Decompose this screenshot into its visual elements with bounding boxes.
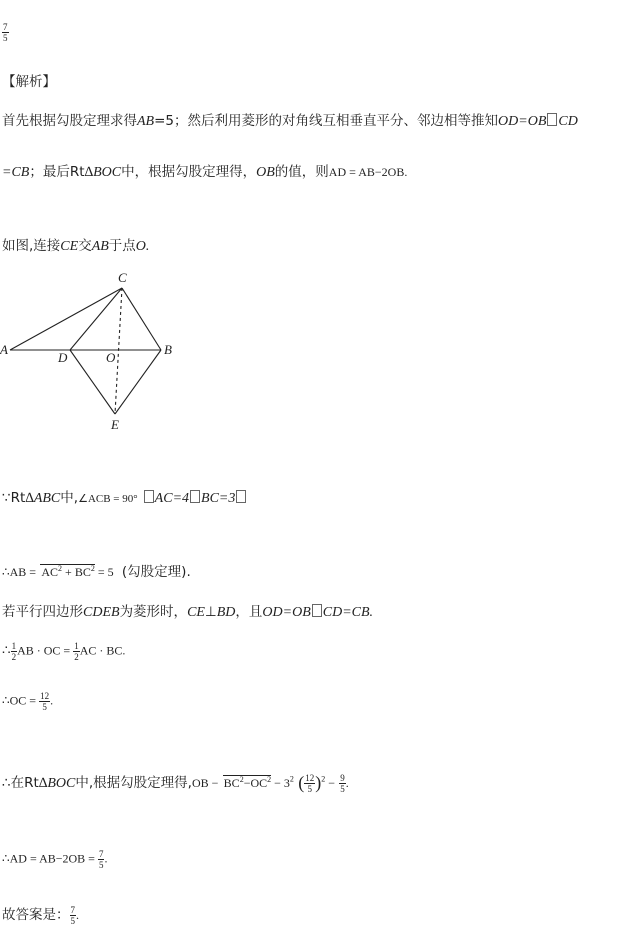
segment-od: OD bbox=[498, 114, 519, 129]
segment-ob: OB bbox=[527, 114, 547, 129]
analysis-text: ；最后Rt bbox=[29, 164, 85, 180]
exponent: 2 bbox=[58, 564, 63, 573]
analysis-line-1 bbox=[2, 109, 578, 130]
formula-ab: ∴AB = bbox=[2, 565, 37, 579]
step-text: 中, bbox=[60, 490, 79, 506]
label-a: A bbox=[0, 342, 8, 357]
note-pythagoras: (勾股定理). bbox=[121, 564, 191, 580]
equals-sign: = bbox=[2, 165, 12, 180]
fraction-denominator: 5 bbox=[70, 915, 75, 926]
value-bc: =3 bbox=[218, 491, 236, 506]
analysis-text: =5；然后利用菱形的对角线互相垂直平分、邻边相等推知 bbox=[154, 113, 499, 129]
area-term: AC · BC. bbox=[79, 643, 126, 658]
top-answer-fraction bbox=[2, 22, 9, 43]
step-1 bbox=[2, 486, 247, 507]
missing-glyph-box bbox=[144, 490, 154, 503]
exponent: 2 bbox=[239, 775, 244, 784]
segment-ab: AB bbox=[137, 114, 155, 129]
answer-label: 故答案是： bbox=[2, 907, 70, 923]
line-ce-dashed bbox=[115, 288, 122, 414]
point-o: O. bbox=[135, 239, 150, 254]
period: . bbox=[104, 851, 108, 866]
left-paren: ( bbox=[298, 772, 305, 793]
fraction-numerator: 1 bbox=[74, 641, 79, 651]
line-be bbox=[115, 350, 161, 414]
segment-bc: BC bbox=[201, 491, 219, 506]
fraction-denominator: 5 bbox=[42, 702, 47, 712]
value-ac: =4 bbox=[172, 491, 190, 506]
connect-line bbox=[2, 234, 149, 255]
fraction-denominator: 5 bbox=[98, 860, 104, 870]
sqrt-expression bbox=[40, 564, 94, 579]
segment-cb: CB bbox=[11, 165, 30, 180]
fraction-denominator: 2 bbox=[74, 652, 79, 662]
term: AC bbox=[41, 565, 59, 579]
segment-ce: CE bbox=[187, 605, 205, 620]
fraction-denominator: 5 bbox=[340, 783, 345, 794]
segment-ac: AC bbox=[154, 491, 173, 506]
analysis-heading: 【解析】 bbox=[2, 74, 56, 90]
exponent: 2 bbox=[267, 775, 272, 784]
segment-ab: AB bbox=[91, 239, 109, 254]
missing-glyph-box bbox=[236, 490, 246, 503]
result: = 5 bbox=[94, 565, 114, 579]
step-text: 中,根据勾股定理得, bbox=[75, 775, 192, 791]
equals-sign: = bbox=[518, 114, 528, 129]
formula-oc: ∴OC = bbox=[2, 693, 37, 708]
exponent: 2 bbox=[289, 774, 294, 784]
step-7 bbox=[2, 849, 107, 870]
exponent: 2 bbox=[90, 564, 95, 573]
minus: − bbox=[325, 776, 335, 790]
missing-glyph-box bbox=[190, 490, 200, 503]
label-o: O bbox=[106, 350, 116, 365]
fraction-denominator: 5 bbox=[3, 33, 8, 43]
period: . bbox=[345, 776, 349, 790]
perp-symbol: ⊥ bbox=[204, 604, 217, 620]
segment-bd: BD bbox=[216, 605, 236, 620]
connect-text: 于点 bbox=[108, 238, 136, 254]
sqrt-expression bbox=[223, 775, 271, 790]
segment-cd: CD bbox=[322, 605, 343, 620]
fraction-numerator: 7 bbox=[3, 22, 8, 32]
analysis-line-2 bbox=[2, 160, 407, 181]
term: + BC bbox=[62, 565, 91, 579]
triangle-boc: ∆BOC bbox=[84, 165, 122, 180]
period: . bbox=[50, 693, 54, 708]
step-5 bbox=[2, 691, 53, 712]
segment-cd: CD bbox=[558, 114, 578, 129]
area-term: AB · OC = bbox=[17, 643, 71, 658]
angle-acb: ∠ACB = 90° bbox=[78, 493, 138, 505]
missing-glyph-box bbox=[312, 604, 322, 617]
formula-ad: ∴AD = AB−2OB = bbox=[2, 851, 95, 866]
exponent: 2 bbox=[321, 774, 326, 784]
analysis-text: 首先根据勾股定理求得 bbox=[2, 113, 137, 129]
right-paren: ) bbox=[315, 772, 322, 793]
step-2 bbox=[2, 560, 191, 580]
analysis-text: 的值，则 bbox=[274, 164, 329, 180]
period: . bbox=[369, 605, 374, 620]
term: − 3 bbox=[271, 776, 290, 790]
fraction-numerator: 12 bbox=[40, 691, 50, 701]
missing-glyph-box bbox=[547, 113, 557, 126]
line-dc bbox=[70, 288, 122, 350]
line-cb bbox=[122, 288, 161, 350]
period: . bbox=[76, 908, 79, 922]
fraction-numerator: 12 bbox=[305, 772, 315, 783]
triangle-abc: ∆ABC bbox=[25, 491, 61, 506]
segment-ob: OB bbox=[256, 165, 275, 180]
segment-cb: CB bbox=[351, 605, 370, 620]
fraction-denominator: 5 bbox=[307, 783, 312, 794]
therefore-symbol: ∴ bbox=[2, 642, 11, 658]
fraction-numerator: 1 bbox=[11, 641, 17, 651]
quad-cdeb: CDEB bbox=[83, 605, 120, 620]
step-text: 为菱形时， bbox=[119, 604, 188, 620]
term: −OC bbox=[243, 776, 268, 790]
connect-text: 交 bbox=[78, 238, 92, 254]
analysis-text: 中，根据勾股定理得， bbox=[121, 164, 257, 180]
label-b: B bbox=[164, 342, 172, 357]
step-3 bbox=[2, 600, 373, 621]
geometry-diagram bbox=[0, 265, 200, 440]
step-text: ∴在Rt bbox=[2, 775, 39, 791]
step-text: 若平行四边形 bbox=[2, 604, 83, 620]
step-4 bbox=[2, 641, 125, 662]
segment-od: OD bbox=[262, 605, 283, 620]
fraction-denominator: 2 bbox=[11, 652, 17, 662]
equals-sign: = bbox=[282, 605, 293, 620]
formula-ad: AD = AB−2OB. bbox=[328, 165, 408, 179]
segment-ob: OB bbox=[292, 605, 311, 620]
segment-ce: CE bbox=[60, 239, 79, 254]
step-text: ，且 bbox=[235, 604, 263, 620]
step-text: ∵Rt bbox=[2, 490, 26, 506]
term: BC bbox=[223, 776, 240, 790]
connect-text: 如图,连接 bbox=[2, 238, 61, 254]
label-d: D bbox=[58, 350, 68, 365]
fraction-numerator: 7 bbox=[70, 904, 75, 915]
label-c: C bbox=[118, 270, 127, 285]
line-ac bbox=[10, 288, 122, 350]
formula-ob: OB − bbox=[191, 776, 219, 790]
fraction-numerator: 7 bbox=[98, 849, 104, 859]
triangle-boc: ∆BOC bbox=[38, 776, 76, 791]
fraction-numerator: 9 bbox=[340, 772, 345, 783]
equals-sign: = bbox=[342, 605, 352, 620]
step-6 bbox=[2, 771, 349, 794]
label-e: E bbox=[111, 417, 119, 432]
final-answer bbox=[2, 903, 79, 926]
